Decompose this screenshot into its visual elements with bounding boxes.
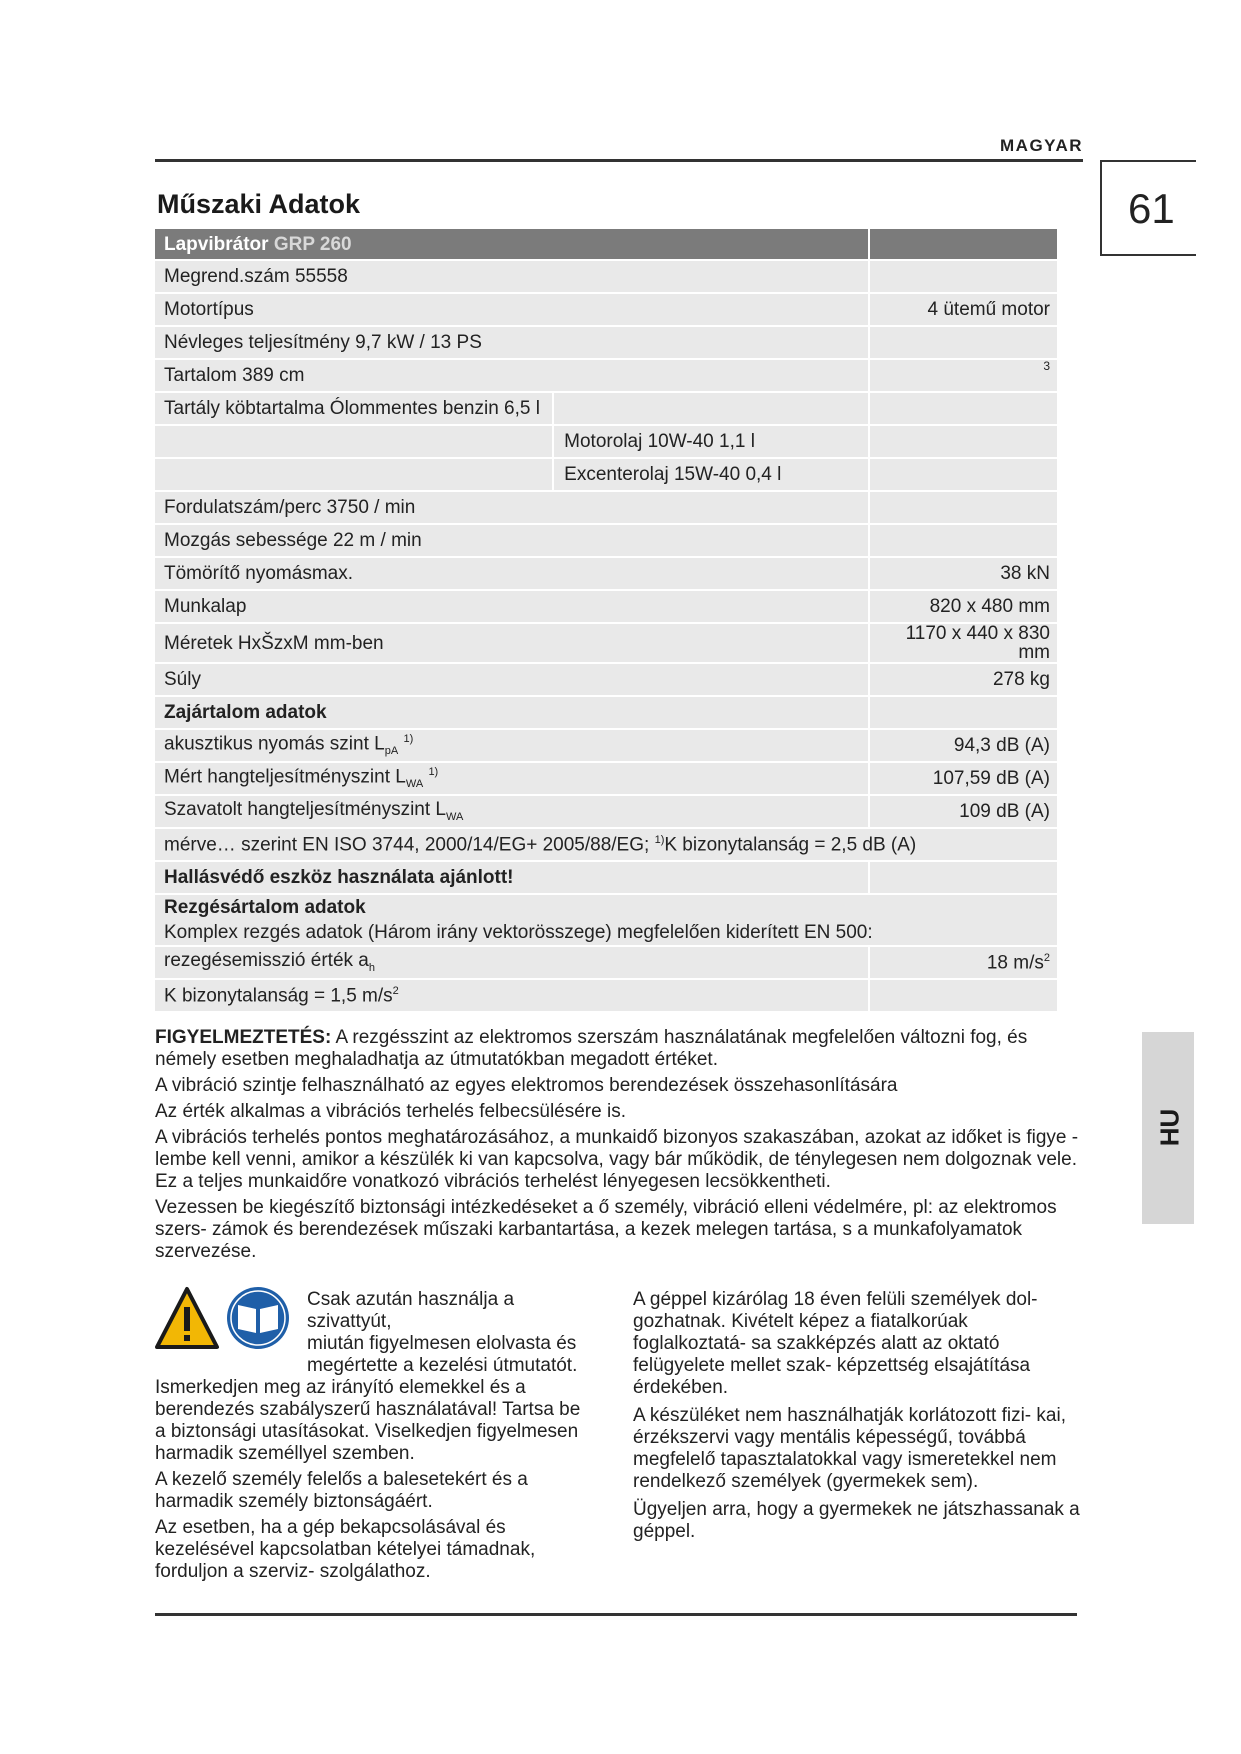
table-row — [155, 393, 1057, 426]
tank-label: Tartály köbtartalma Ólommentes benzin 6,5 l — [155, 393, 552, 426]
warning-p1-text: A rezgésszint az elektromos szerszám használatának megfelelően változni fog, és némely esetben meghaladhatja az útmutatókban megadott értéket. — [155, 1027, 1028, 1070]
left-intro-line2: miután figyelmesen elolvasta és — [307, 1333, 577, 1354]
k-cell — [155, 980, 868, 1013]
table-row — [155, 492, 1057, 525]
ah-label: rezegésemisszió érték a — [164, 950, 369, 972]
lwa-cell — [155, 763, 868, 796]
lpa-sup: 1) — [403, 732, 414, 745]
vibration-block — [155, 895, 1057, 947]
table-row — [155, 360, 1057, 393]
table-row — [155, 947, 1057, 980]
lpa-value: 94,3 dB (A) — [868, 730, 1057, 763]
table-row — [155, 426, 1057, 459]
table-row — [155, 261, 1057, 294]
plate-value: 820 x 480 mm — [868, 591, 1057, 624]
right-column — [633, 1289, 1083, 1549]
left-column — [155, 1289, 595, 1587]
left-intro-rest: Ismerkedjen meg az irányító elemekkel és a berendezés szabályszerű használatával! Tartsa be a biztonsági utasításokat. Viselkedjen figyelmesen harmadik személlyel szemben. — [155, 1377, 581, 1464]
product-model: GRP 260 — [273, 233, 352, 255]
spec-header-cell — [155, 229, 868, 261]
power: Névleges teljesítmény 9,7 kW / 13 PS — [155, 327, 868, 360]
dims-value: 1170 x 440 x 830 mm — [868, 624, 1057, 664]
table-row — [155, 763, 1057, 796]
table-row — [155, 558, 1057, 591]
measured-standard — [155, 829, 1057, 862]
exciter-oil: Excenterolaj 15W-40 0,4 l — [552, 459, 868, 492]
table-row — [155, 459, 1057, 492]
left-intro-line1: Csak azután használja a szivattyút, — [307, 1289, 515, 1332]
right-p2: A készüléket nem használhatják korlátozott fizi- kai, érzékszervi vagy mentális képességű, továbbá megfelelő tapasztalatokkal vagy ismeretekkel nem rendelkező személyek (gyermekek sem). — [633, 1405, 1066, 1492]
force-label: Tömörítő nyomásmax. — [155, 558, 868, 591]
left-p2: A kezelő személy felelős a balesetekért és a harmadik személy biztonságáért. — [155, 1469, 528, 1512]
table-row — [155, 591, 1057, 624]
table-row — [155, 829, 1057, 862]
weight-label: Súly — [155, 664, 868, 697]
lwa-sub: WA — [405, 778, 424, 791]
lwa-guaranteed-sub: WA — [446, 810, 464, 823]
language-side-tab-label: HU — [1154, 1108, 1185, 1147]
rpm: Fordulatszám/perc 3750 / min — [155, 492, 868, 525]
lwa-value: 107,59 dB (A) — [868, 763, 1057, 796]
left-intro-line3: megértette a kezelési útmutatót. — [307, 1355, 578, 1376]
dims-label: Méretek HxŠzxM mm-ben — [155, 624, 868, 664]
weight-value: 278 kg — [868, 664, 1057, 697]
lwa-guaranteed-value: 109 dB (A) — [868, 796, 1057, 829]
bottom-rule — [155, 1613, 1077, 1616]
table-row — [155, 294, 1057, 327]
spec-table — [155, 229, 1057, 1013]
warning-p5: Vezessen be kiegészítő biztonsági intézkedéseket a ő személy, vibráció elleni védelmére, pl: az elektromos szers- zámok és berendezések műszaki karbantartása, a kezek melegen tartása, s a munkafolyamatok szervezése. — [155, 1197, 1057, 1262]
language-label: MAGYAR — [1000, 136, 1083, 155]
vibration-heading: Rezgésártalom adatok — [164, 897, 366, 918]
order-no: Megrend.szám 55558 — [155, 261, 868, 294]
table-row — [155, 862, 1057, 895]
spec-header-empty — [868, 229, 1057, 261]
ah-value-cell — [868, 947, 1057, 980]
table-row — [155, 327, 1057, 360]
noise-heading: Zajártalom adatok — [155, 697, 868, 730]
measured-standard-text: mérve… szerint EN ISO 3744, 2000/14/EG+ 2005/88/EG; — [164, 834, 655, 856]
lpa-sub: pA — [384, 745, 399, 758]
table-row — [155, 525, 1057, 558]
table-row — [155, 796, 1057, 829]
capacity: Tartalom 389 cm — [155, 360, 868, 393]
product-type: Lapvibrátor — [164, 233, 269, 255]
motor-type-value: 4 ütemű motor — [868, 294, 1057, 327]
measured-sup: 1) — [654, 833, 665, 846]
right-p1: A géppel kizárólag 18 éven felüli személyek dol- gozhatnak. Kivételt képez a fiatalkorúak foglalkoztatá- sa szakképzés alatt az oktató felügyelete mellet szak- képzettség elsajátítása érdekében. — [633, 1289, 1038, 1398]
right-p3: Ügyeljen arra, hogy a gyermekek ne játszhassanak a géppel. — [633, 1499, 1080, 1542]
warning-p4: A vibrációs terhelés pontos meghatározásához, a munkaidő bizonyos szakaszában, azokat az időket is figye - lembe kell venni, amikor a készülék ki van kapcsolva, vagy bár működik, de ténylegesen nem dolgoznak vele. Ez a teljes munkaidőre vonatkozó vibrációs terhelést lényegesen lecsökkentheti. — [155, 1127, 1079, 1192]
ah-value: 18 m/s — [986, 952, 1044, 974]
warning-p1 — [155, 1027, 1085, 1071]
k-sup: 2 — [392, 984, 399, 997]
table-row — [155, 697, 1057, 730]
lpa-cell — [155, 730, 868, 763]
table-row — [155, 730, 1057, 763]
top-rule — [155, 159, 1083, 162]
warning-lead: FIGYELMEZTETÉS: — [155, 1027, 332, 1048]
k-label: K bizonytalanság = 1,5 m/s — [164, 985, 393, 1007]
table-row — [155, 895, 1057, 947]
hearing-protection: Hallásvédő eszköz használata ajánlott! — [155, 862, 868, 895]
vibration-desc: Komplex rezgés adatok (Három irány vektorösszege) megfelelően kiderített EN 500: — [164, 922, 873, 943]
capacity-sup: 3 — [1043, 359, 1050, 373]
ah-sub: h — [368, 961, 375, 974]
motor-type-label: Motortípus — [155, 294, 868, 327]
lwa-label: Mért hangteljesítményszint L — [164, 766, 406, 788]
plate-label: Munkalap — [155, 591, 868, 624]
ah-cell — [155, 947, 868, 980]
table-row — [155, 980, 1057, 1013]
measured-uncertainty: K bizonytalanság = 2,5 dB (A) — [664, 834, 917, 856]
lwa-sup: 1) — [428, 765, 439, 778]
ah-sup: 2 — [1043, 951, 1050, 964]
lwa-guaranteed-label: Szavatolt hangteljesítményszint L — [164, 799, 446, 821]
page-number: 61 — [1128, 185, 1175, 232]
left-p3: Az esetben, ha a gép bekapcsolásával és kezelésével kapcsolatban kételyei támadnak, forduljon a szerviz- szolgálathoz. — [155, 1517, 536, 1582]
lwa-guaranteed-cell — [155, 796, 868, 829]
motor-oil: Motorolaj 10W-40 1,1 l — [552, 426, 868, 459]
speed: Mozgás sebessége 22 m / min — [155, 525, 868, 558]
table-row — [155, 664, 1057, 697]
left-intro — [155, 1289, 595, 1465]
table-row — [155, 624, 1057, 664]
spec-header-row — [155, 229, 1057, 261]
lpa-label: akusztikus nyomás szint L — [164, 733, 385, 755]
page-title: Műszaki Adatok — [157, 189, 361, 219]
warning-p3: Az érték alkalmas a vibrációs terhelés felbecsülésére is. — [155, 1101, 626, 1122]
vibration-warning — [155, 1027, 1085, 1267]
warning-p2: A vibráció szintje felhasználható az egyes elektromos berendezések összehasonlítására — [155, 1075, 898, 1096]
force-value: 38 kN — [868, 558, 1057, 591]
